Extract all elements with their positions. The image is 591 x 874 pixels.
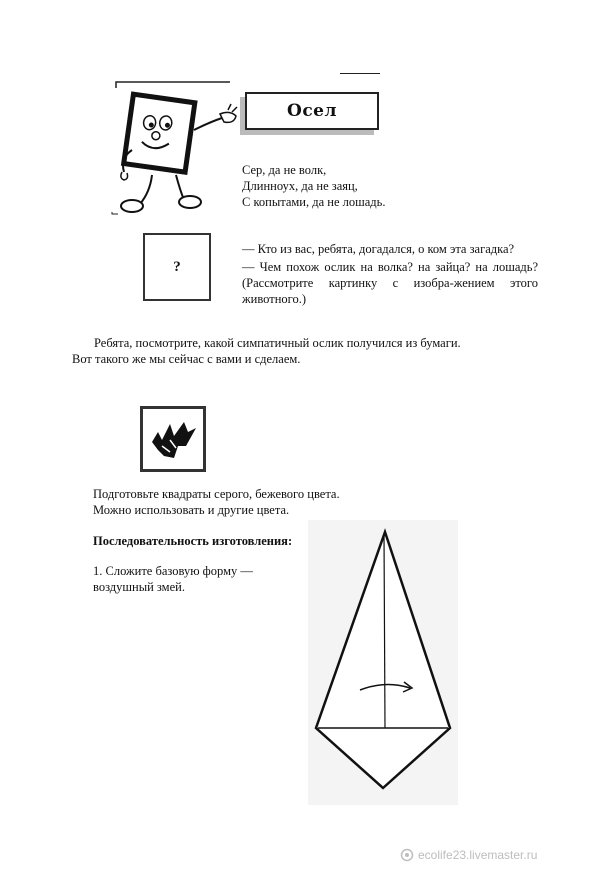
kite-base-diagram [308, 520, 458, 805]
watermark [400, 848, 537, 862]
riddle-text [242, 162, 386, 210]
intro-paragraph [72, 335, 540, 367]
riddle-line: Длинноух, да не заяц, [242, 179, 358, 193]
intro-line: Ребята, посмотрите, какой симпатичный ослик получился из бумаги. [94, 336, 461, 350]
question-icon: ? [143, 233, 211, 301]
livemaster-logo-icon [400, 848, 414, 862]
sequence-heading: Последовательность изготовления: [93, 534, 293, 548]
watermark-text: ecolife23.livemaster.ru [418, 848, 538, 862]
top-rule [340, 73, 380, 74]
square-mascot-illustration [110, 80, 240, 215]
intro-line: Вот такого же мы сейчас с вами и сделаем. [72, 352, 301, 366]
question-item: — Кто из вас, ребята, догадался, о ком эта загадка? [242, 242, 515, 256]
step-1-text [93, 563, 253, 595]
preparation-line: Можно использовать и другие цвета. [93, 503, 290, 517]
riddle-line: Сер, да не волк, [242, 163, 327, 177]
step-line: воздушный змей. [93, 580, 185, 594]
preparation-text [93, 486, 340, 518]
question-item: — Чем похож ослик на волка? на зайца? на лошадь? (Рассмотрите картинку с изобра-жением этого животного.) [242, 260, 538, 306]
origami-crane-icon [140, 406, 206, 472]
page-title: Осел [245, 92, 379, 130]
riddle-line: С копытами, да не лошадь. [242, 195, 386, 209]
step-line: 1. Сложите базовую форму — [93, 564, 253, 578]
preparation-line: Подготовьте квадраты серого, бежевого цвета. [93, 487, 340, 501]
discussion-questions [242, 241, 538, 309]
